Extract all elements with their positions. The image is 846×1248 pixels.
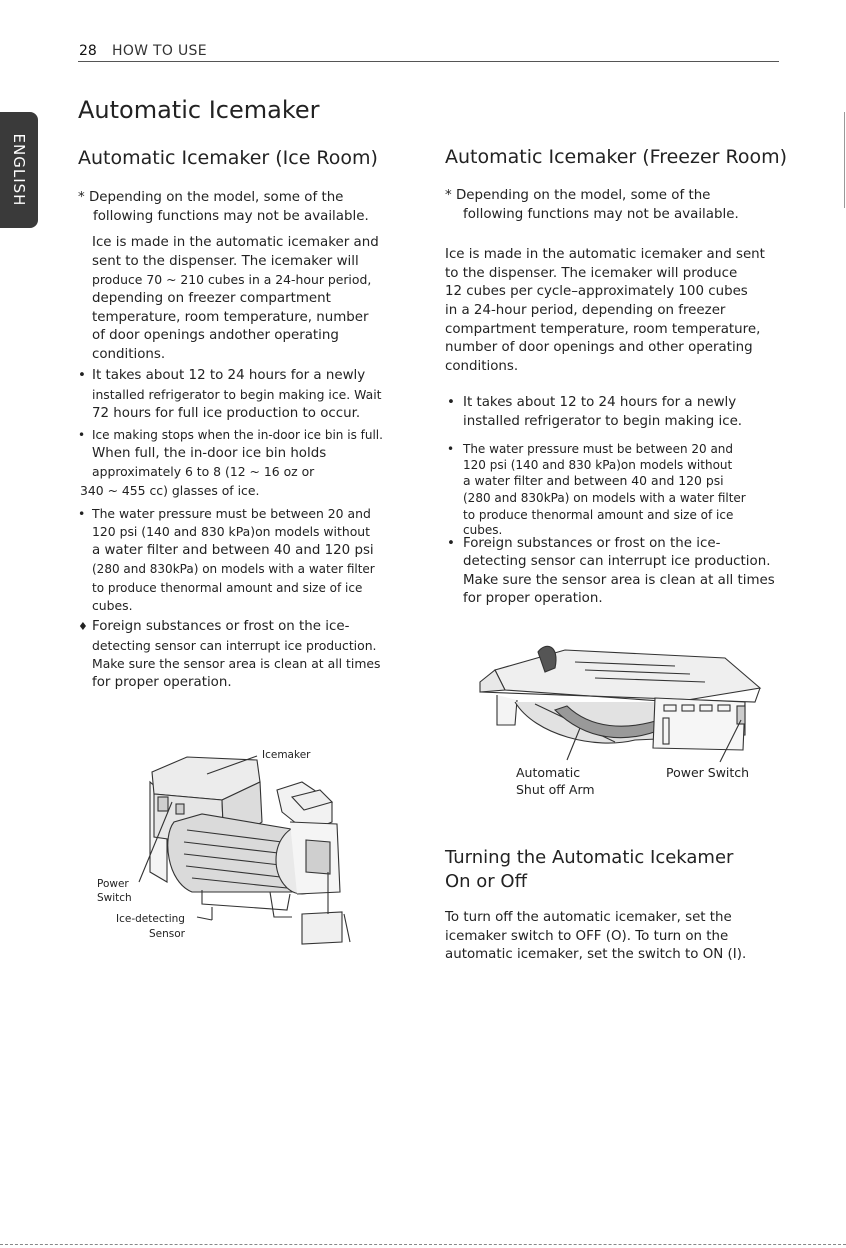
right-b2-line: (280 and 830kPa) on models with a water filter [463,490,746,505]
turning-body-line: icemaker switch to OFF (O). To turn on the [445,928,729,944]
left-b3-line: a water filter and between 40 and 120 psi [92,542,374,558]
bullet-icon: • [78,505,86,521]
right-intro-line: 12 cubes per cycle–approximately 100 cubes [445,284,748,300]
right-b3-line: for proper operation. [463,591,603,607]
label-power-switch: Power Switch [666,765,750,780]
right-b3-line: detecting sensor can interrupt ice production. [463,554,771,570]
right-note-line: following functions may not be available. [463,206,739,222]
left-b4-line: Foreign substances or frost on the ice- [92,619,350,635]
left-b3-line: 120 psi (140 and 830 kPa)on models without [92,524,370,540]
right-b3-line: Make sure the sensor area is clean at all times [463,572,775,588]
left-b2-line: When full, the in-door ice bin holds [92,445,327,461]
left-b4-line: detecting sensor can interrupt ice production. [92,637,377,653]
right-b2-line: to produce thenormal amount and size of ice [463,507,734,522]
left-intro-line: conditions. [92,346,166,362]
right-body [445,187,795,609]
right-b3-line: Foreign substances or frost on the ice- [463,535,721,551]
left-b1-line: It takes about 12 to 24 hours for a newly [92,368,366,384]
label-icemaker: Icemaker [262,749,311,761]
left-intro-line: produce 70 ~ 210 cubes in a 24-hour period, [92,272,372,288]
left-intro-line: of door openings andother operating [92,328,339,344]
freezer-room-icemaker-illustration [475,640,775,770]
right-intro-line: compartment temperature, room temperature, [445,321,761,337]
right-intro-line: to the dispenser. The icemaker will produce [445,265,738,281]
right-bullet-2 [445,440,795,456]
right-b2-line: cubes. [463,522,503,537]
bullet-icon: • [78,428,86,443]
turning-body [445,909,746,965]
label-automatic: Automatic [516,765,581,780]
left-b3-line: cubes. [92,598,133,614]
left-b3-line: to produce thenormal amount and size of ice [92,580,363,595]
left-b4-line: Make sure the sensor area is clean at all times [92,656,381,672]
right-intro-line: in a 24-hour period, depending on freezer [445,302,726,318]
left-intro-line: sent to the dispenser. The icemaker will [92,253,359,269]
page-title: Automatic Icemaker [78,96,320,124]
left-bullet-2 [78,426,428,445]
turning-heading-line: On or Off [445,871,528,892]
right-note-line: * Depending on the model, some of the [445,188,711,203]
right-intro-line: conditions. [445,358,519,374]
edge-rule [844,112,845,208]
right-b2-line: The water pressure must be between 20 and [463,441,734,456]
right-bullet-1 [445,394,795,413]
label-sensor: Sensor [149,928,185,940]
left-bullet-1 [78,367,428,386]
left-b2-line: approximately 6 to 8 (12 ~ 16 oz or [92,464,315,480]
left-note-line: following functions may not be available. [93,208,369,224]
label-ice-detecting: Ice-detecting [116,913,185,925]
bullet-icon: • [447,441,455,456]
language-tab [0,112,38,228]
left-bullet-3 [78,505,428,524]
turning-body-line: automatic icemaker, set the switch to ON (I). [445,947,747,963]
left-bullet-4 [78,618,428,637]
label-power: Power [97,878,129,890]
bullet-icon: • [78,368,86,384]
left-body [78,189,428,692]
language-tab-label: ENGLISH [10,133,28,207]
left-heading: Automatic Icemaker (Ice Room) [78,147,378,169]
turning-body-line: To turn off the automatic icemaker, set the [445,910,732,925]
left-intro-line: temperature, room temperature, number [92,309,369,325]
bullet-icon: • [447,395,455,411]
left-b2-line: Ice making stops when the in-door ice bin is full. [92,428,383,443]
left-b3-line: The water pressure must be between 20 and [92,505,371,521]
left-b4-line: for proper operation. [92,674,232,690]
page-number: 28 [79,43,97,59]
right-b1-line: It takes about 12 to 24 hours for a newly [463,395,737,411]
right-b2-line: a water filter and between 40 and 120 psi [463,472,724,488]
section-label: HOW TO USE [112,43,207,59]
right-intro-line: number of door openings and other operating [445,340,753,356]
left-b1-line: installed refrigerator to begin making ice. Wait [92,386,382,402]
left-note-line: * Depending on the model, some of the [78,190,344,205]
right-b2-line: 120 psi (140 and 830 kPa)on models without [463,457,733,472]
turning-heading [445,846,733,894]
label-switch: Switch [97,892,132,904]
header-rule [78,61,779,62]
right-bullet-3 [445,535,795,554]
left-intro-line: Ice is made in the automatic icemaker and [92,235,379,251]
left-b3-line: (280 and 830kPa) on models with a water filter [92,562,375,577]
bullet-icon: • [447,535,455,551]
left-intro-line: depending on freezer compartment [92,290,331,306]
left-b1-line: 72 hours for full ice production to occur. [92,405,361,421]
drop-icon: ♦ [78,620,88,634]
bottom-rule [0,1244,846,1245]
left-b2-line: 340 ~ 455 cc) glasses of ice. [80,482,260,498]
turning-heading-line: Turning the Automatic Icekamer [445,847,734,868]
label-shut-off-arm: Shut off Arm [516,782,595,797]
right-intro-line: Ice is made in the automatic icemaker and sent [445,247,765,263]
right-b1-line: installed refrigerator to begin making ice. [463,413,743,429]
right-heading: Automatic Icemaker (Freezer Room) [445,146,787,168]
